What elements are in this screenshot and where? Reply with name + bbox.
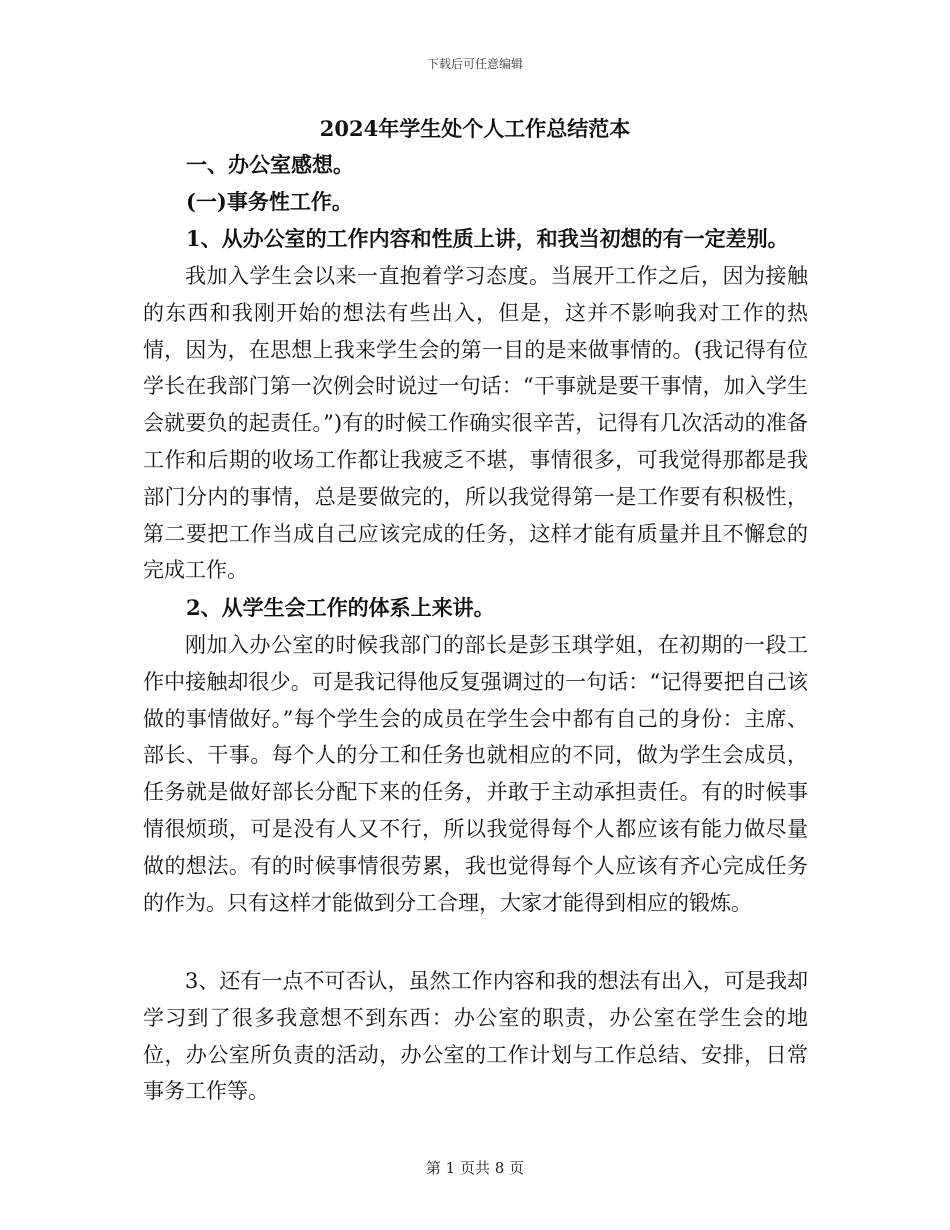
page-footer: 第 1 页共 8 页: [425, 1159, 525, 1177]
document-title: 2024年学生处个人工作总结范本: [319, 116, 631, 141]
paragraph-3: 3、还有一点不可否认，虽然工作内容和我的想法有出入，可是我却学习到了很多我意想不到东西：办公室的职责，办公室在学生会的地位，办公室所负责的活动，办公室的工作计划与工作总结、安排，日常事务工作等。: [143, 969, 808, 1104]
point-heading-2: 2、从学生会工作的体系上来讲。: [186, 595, 495, 620]
section-heading-office-impressions: 一、办公室感想。: [186, 152, 354, 177]
paragraph-2: 刚加入办公室的时候我部门的部长是彭玉琪学姐，在初期的一段工作中接触却很少。可是我记得他反复强调过的一句话：“记得要把自己该做的事情做好。”每个学生会的成员在学生会中都有自己的身份：主席、部长、干事。每个人的分工和任务也就相应的不同，做为学生会成员，任务就是做好部长分配下来的任务，并敢于主动承担责任。有的时候事情很烦琐，可是没有人又不行，所以我觉得每个人都应该有能力做尽量做的想法。有的时候事情很劳累，我也觉得每个人应该有齐心完成任务的作为。只有这样才能做到分工合理，大家才能得到相应的锻炼。: [143, 633, 808, 915]
point-heading-1: 1、从办公室的工作内容和性质上讲，和我当初想的有一定差别。: [186, 226, 789, 251]
page-header: 下载后可任意编辑: [426, 57, 523, 71]
subsection-heading-routine-work: (一)事务性工作。: [186, 189, 353, 214]
paragraph-1: 我加入学生会以来一直抱着学习态度。当展开工作之后，因为接触的东西和我刚开始的想法有些出入，但是，这并不影响我对工作的热情，因为，在思想上我来学生会的第一目的是来做事情的。(我记得有位学长在我部门第一次例会时说过一句话：“干事就是要干事情，加入学生会就要负的起责任。”)有的时候工作确实很辛苦，记得有几次活动的准备工作和后期的收场工作都让我疲乏不堪，事情很多，可我觉得那都是我部门分内的事情，总是要做完的，所以我觉得第一是工作要有积极性，第二要把工作当成自己应该完成的任务，这样才能有质量并且不懈怠的完成工作。: [143, 264, 808, 583]
